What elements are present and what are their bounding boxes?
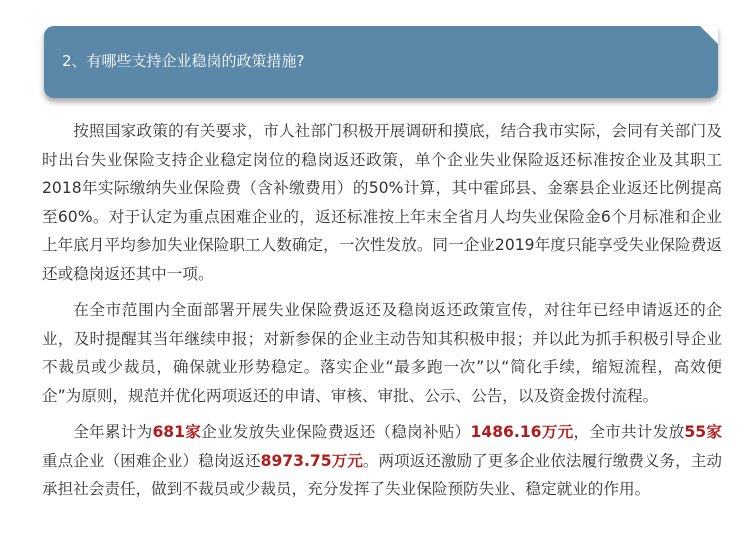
text-segment: 重点企业（困难企业）稳岗返还 [42,451,261,470]
text-segment: 。两项返还激励了更多企业依法履行缴费义务，主动承担社会责任，做到不裁员或少裁员，充分发挥了失业保险预防失业、稳定就业的作用。 [42,451,722,498]
section-heading-title: 2、有哪些支持企业稳岗的政策措施? [62,52,305,70]
highlight-refund-amount: 1486.16万元 [470,423,574,441]
highlight-stabilization-amount: 8973.75万元 [260,451,363,470]
text-segment: 企业发放失业保险费返还（稳岗补贴） [201,423,471,441]
section-heading [44,26,718,98]
page-fold-corner [700,26,718,44]
paragraph-policy-requirements: 按照国家政策的有关要求，市人社部门积极开展调研和摸底，结合我市实际，会同有关部门及时出台失业保险支持企业稳定岗位的稳岗返还政策，单个企业失业保险返还标准按企业及其职工2018年实际缴纳失业保险费（含补缴费用）的50%计算，其中霍邱县、金寨县企业返还比例提高至60%。对于认定为重点困难企业的，返还标准按上年末全省月人均失业保险金6个月标准和企业上年底月平均参加失业保险职工人数确定，一次性发放。同一企业2019年度只能享受失业保险费返还或稳岗返还其中一项。 [42,122,722,283]
paragraph-policy-promotion: 在全市范围内全面部署开展失业保险费返还及稳岗返还政策宣传，对往年已经申请返还的企业，及时提醒其当年继续申报；对新参保的企业主动告知其积极申报；并以此为抓手积极引导企业不裁员或少裁员，确保就业形势稳定。落实企业“最多跑一次”以“简化手续，缩短流程，高效便企”为原则，规范并优化两项返还的申请、审核、审批、公示、公告，以及资金拨付流程。 [42,301,722,405]
highlight-enterprise-count: 681家 [152,423,202,441]
highlight-key-enterprise-count: 55家 [684,423,722,441]
text-segment: 全年累计为 [73,423,153,441]
article-body [42,117,722,512]
paragraph-annual-results [42,418,722,504]
text-segment: ，全市共计发放 [573,423,685,441]
